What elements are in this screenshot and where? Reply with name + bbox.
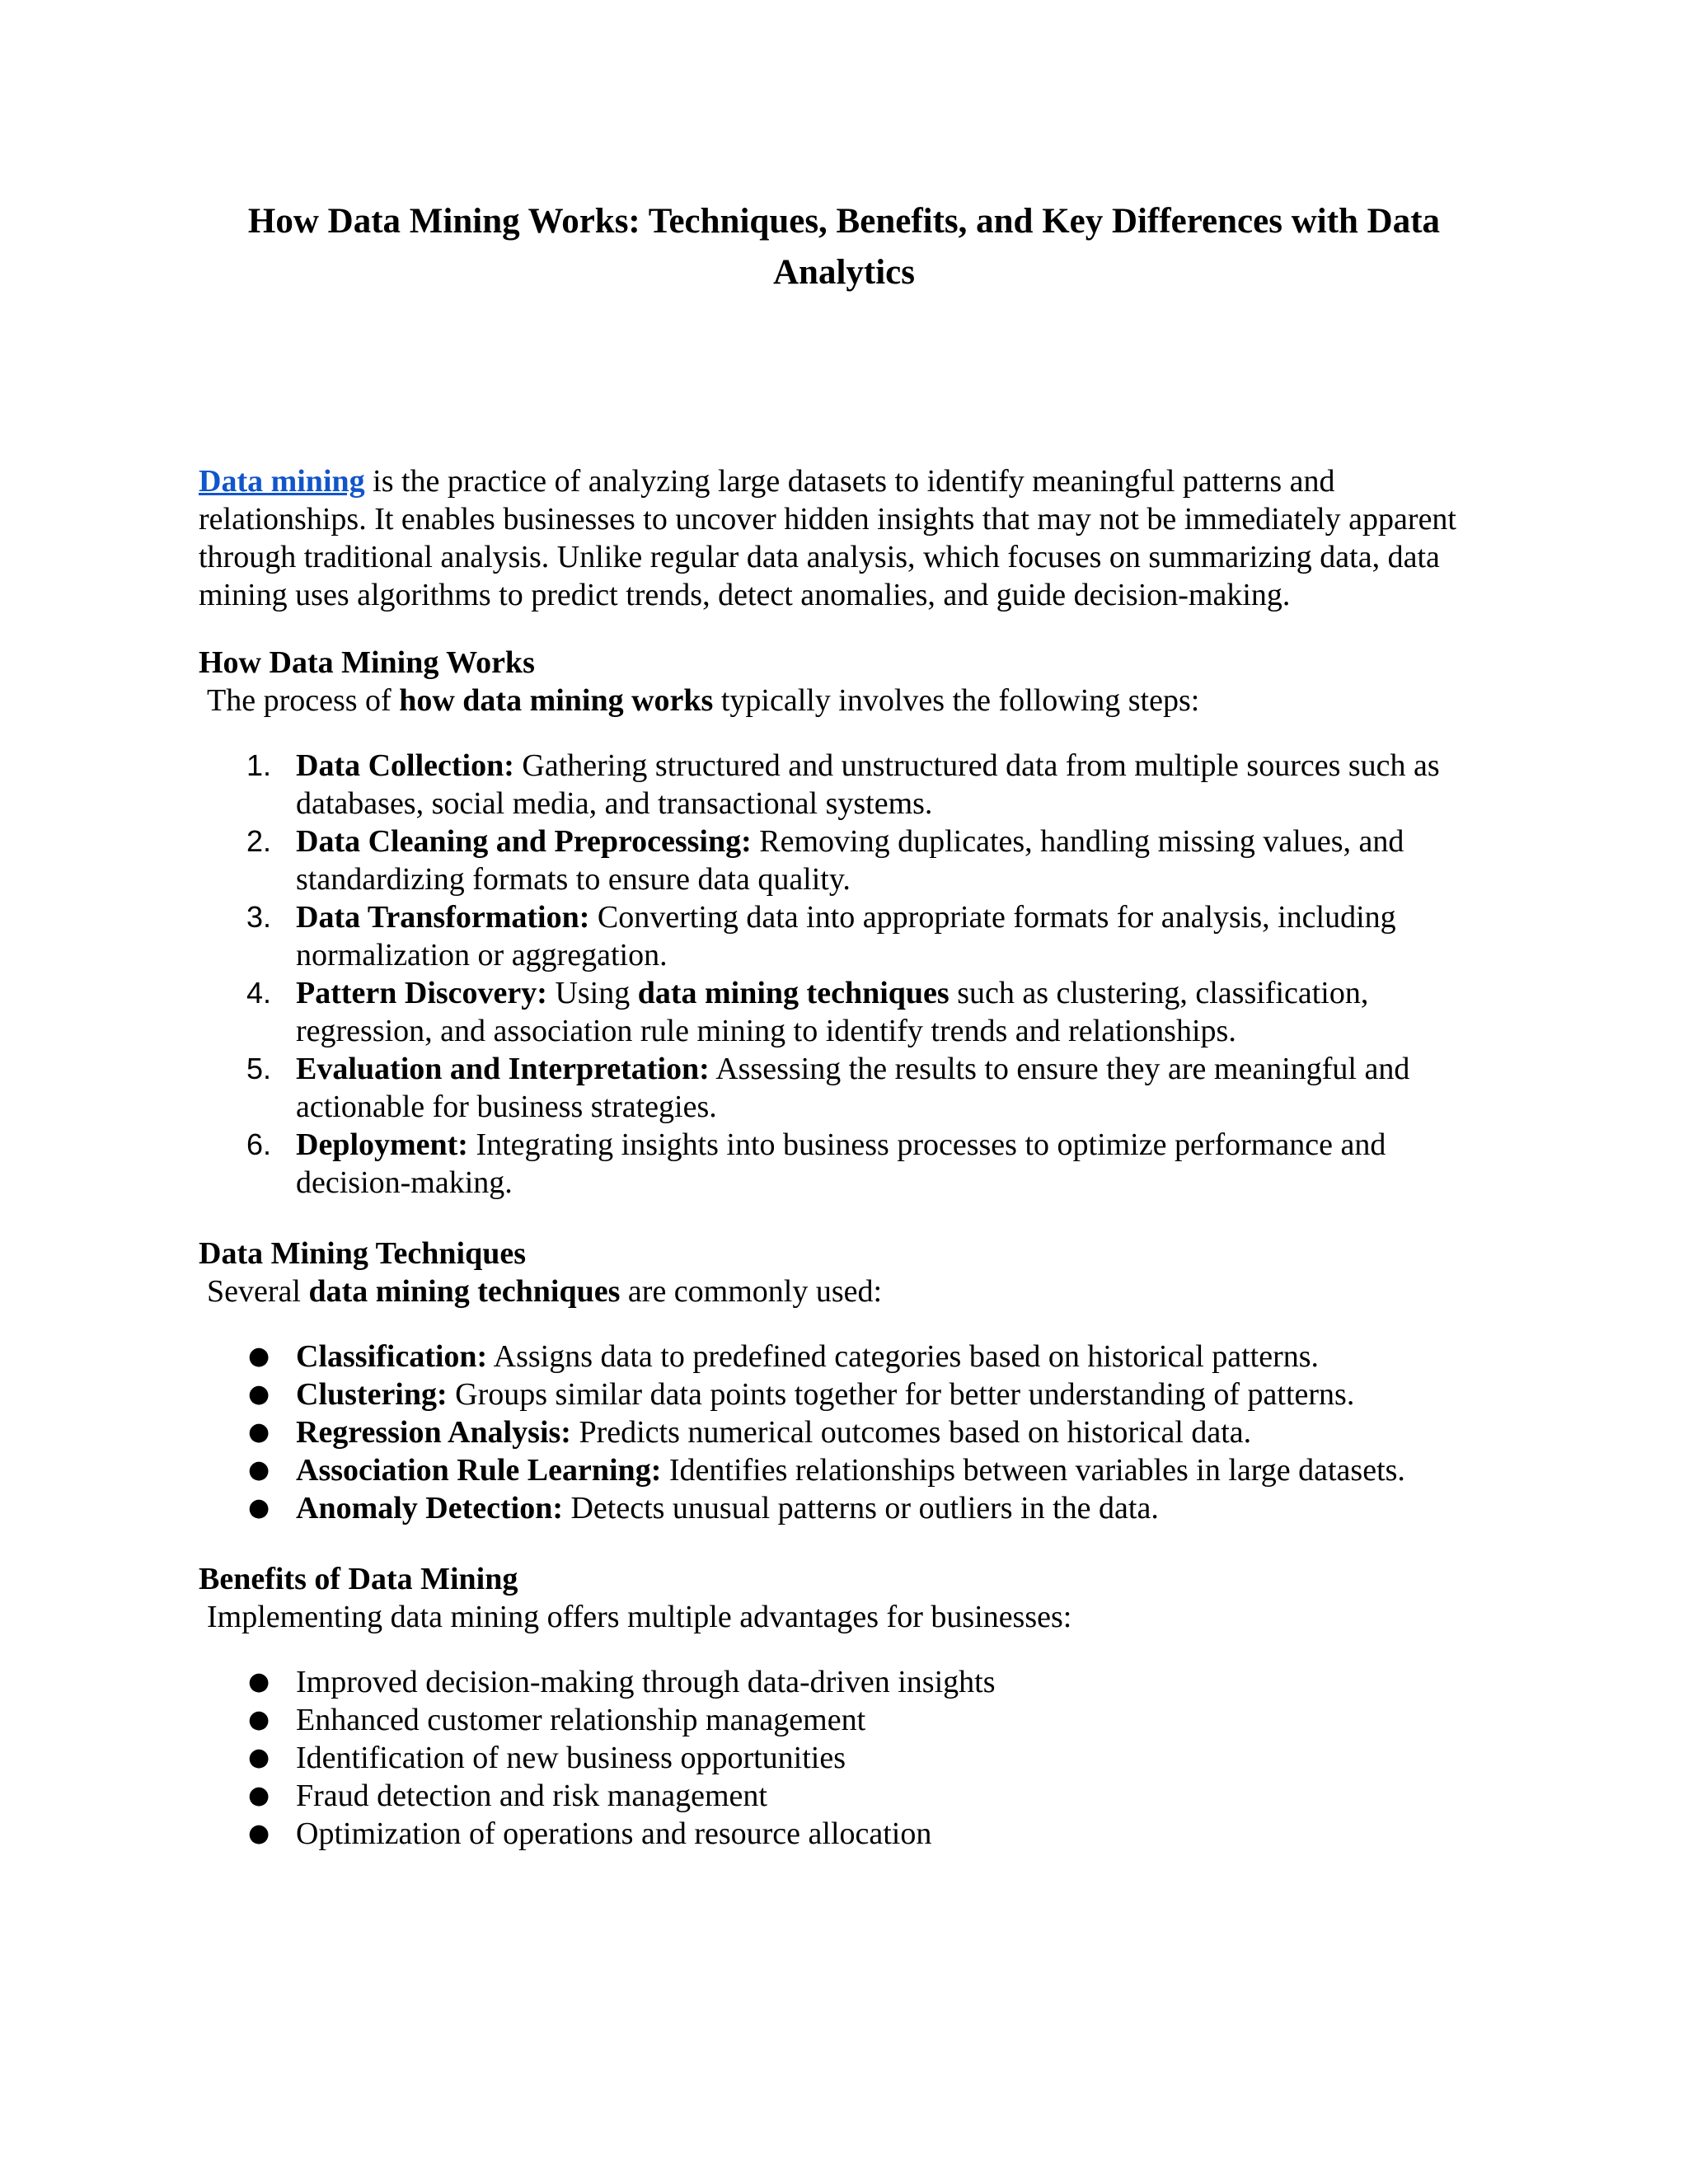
bullet-icon: ● (248, 1667, 270, 1696)
list-item (199, 1413, 1501, 1451)
list-item (199, 1338, 1501, 1376)
bullet-icon: ● (248, 1418, 270, 1446)
list-item (199, 898, 1501, 974)
section-lead-benefits: Implementing data mining offers multiple advantages for businesses: (207, 1600, 1072, 1634)
list-item (199, 1451, 1501, 1489)
section-heading-techniques: Data Mining Techniques (199, 1236, 526, 1271)
benefit-text: Fraud detection and risk management (296, 1779, 767, 1813)
technique-text: Detects unusual patterns or outliers in the data. (562, 1491, 1159, 1526)
lead-prefix: Several (207, 1274, 309, 1309)
technique-text: Identifies relationships between variables in large datasets. (661, 1453, 1405, 1488)
step-term: Data Cleaning and Preprocessing: (296, 824, 752, 859)
list-number: 3. (246, 900, 272, 934)
document-body (199, 462, 1501, 1853)
intro-paragraph (199, 462, 1501, 614)
benefit-text: Improved decision-making through data-driven insights (296, 1665, 996, 1699)
list-item (199, 1663, 1501, 1701)
bullet-icon: ● (248, 1493, 270, 1522)
technique-text: Groups similar data points together for better understanding of patterns. (447, 1377, 1355, 1412)
step-text: Gathering structured and unstructured data from multiple sources such as databases, social media, and transactional systems. (296, 748, 1440, 821)
step-term: Data Transformation: (296, 900, 590, 935)
bullet-icon: ● (248, 1743, 270, 1772)
techniques-list (199, 1338, 1501, 1527)
list-item (199, 1777, 1501, 1815)
technique-term: Classification: (296, 1339, 488, 1374)
section-lead-techniques (199, 1272, 1501, 1310)
document-title: How Data Mining Works: Techniques, Benefits, and Key Differences with Data Analytics (247, 202, 1441, 292)
intro-text: is the practice of analyzing large datasets to identify meaningful patterns and relationships. It enables businesses to uncover hidden insights that may not be immediately apparent through traditional analysis. Unlike regular data analysis, which focuses on summarizing data, data mining uses algorithms to predict trends, detect anomalies, and guide decision-making. (199, 464, 1456, 612)
step-term: Deployment: (296, 1127, 468, 1162)
technique-term: Association Rule Learning: (296, 1453, 662, 1488)
section-lead-how-it-works (199, 682, 1501, 719)
step-bold-phrase: data mining techniques (637, 976, 950, 1010)
lead-suffix: are commonly used: (620, 1274, 883, 1309)
bullet-icon: ● (248, 1380, 270, 1408)
step-text: Converting data into appropriate formats for analysis, including normalization or aggregation. (296, 900, 1396, 972)
list-item (199, 1489, 1501, 1527)
lead-suffix: typically involves the following steps: (713, 683, 1200, 718)
section-techniques (199, 1235, 1501, 1527)
lead-prefix: The process of (207, 683, 400, 718)
technique-text: Assigns data to predefined categories based on historical patterns. (487, 1339, 1320, 1374)
step-text: such as clustering, classification, regression, and association rule mining to identify trends and relationships. (296, 976, 1369, 1048)
benefit-text: Enhanced customer relationship management (296, 1703, 866, 1737)
list-item (199, 747, 1501, 823)
list-item (199, 1050, 1501, 1126)
technique-term: Anomaly Detection: (296, 1491, 563, 1526)
lead-bold: how data mining works (399, 683, 714, 718)
bullet-icon: ● (248, 1819, 270, 1848)
bullet-icon: ● (248, 1781, 270, 1810)
section-how-it-works (199, 644, 1501, 1202)
step-term: Pattern Discovery: (296, 976, 547, 1010)
steps-list (199, 747, 1501, 1202)
bullet-icon: ● (248, 1455, 270, 1484)
step-text: Assessing the results to ensure they are meaningful and actionable for business strategies. (296, 1052, 1410, 1124)
list-item (199, 823, 1501, 898)
bullet-icon: ● (248, 1342, 270, 1371)
technique-term: Regression Analysis: (296, 1415, 571, 1450)
benefit-text: Identification of new business opportunities (296, 1741, 846, 1775)
list-item (199, 1376, 1501, 1413)
section-heading-how-it-works: How Data Mining Works (199, 645, 535, 680)
section-heading-benefits: Benefits of Data Mining (199, 1562, 518, 1596)
benefit-text: Optimization of operations and resource allocation (296, 1816, 932, 1851)
list-item (199, 1126, 1501, 1202)
list-item (199, 1815, 1501, 1853)
step-text: Removing duplicates, handling missing values, and standardizing formats to ensure data quality. (296, 824, 1404, 897)
lead-bold: data mining techniques (308, 1274, 621, 1309)
technique-term: Clustering: (296, 1377, 448, 1412)
technique-text: Predicts numerical outcomes based on historical data. (570, 1415, 1252, 1450)
list-item (199, 1701, 1501, 1739)
data-mining-link[interactable]: Data mining (199, 464, 365, 499)
step-text: Integrating insights into business processes to optimize performance and decision-making. (296, 1127, 1386, 1200)
list-item (199, 1739, 1501, 1777)
list-number: 6. (246, 1127, 272, 1161)
list-item (199, 974, 1501, 1050)
benefits-list (199, 1663, 1501, 1853)
section-benefits (199, 1560, 1501, 1853)
bullet-icon: ● (248, 1705, 270, 1734)
step-text: Using (546, 976, 638, 1010)
list-number: 4. (246, 976, 272, 1010)
list-number: 1. (246, 748, 272, 782)
step-term: Evaluation and Interpretation: (296, 1052, 710, 1086)
list-number: 5. (246, 1052, 272, 1085)
step-term: Data Collection: (296, 748, 514, 783)
list-number: 2. (246, 824, 272, 858)
